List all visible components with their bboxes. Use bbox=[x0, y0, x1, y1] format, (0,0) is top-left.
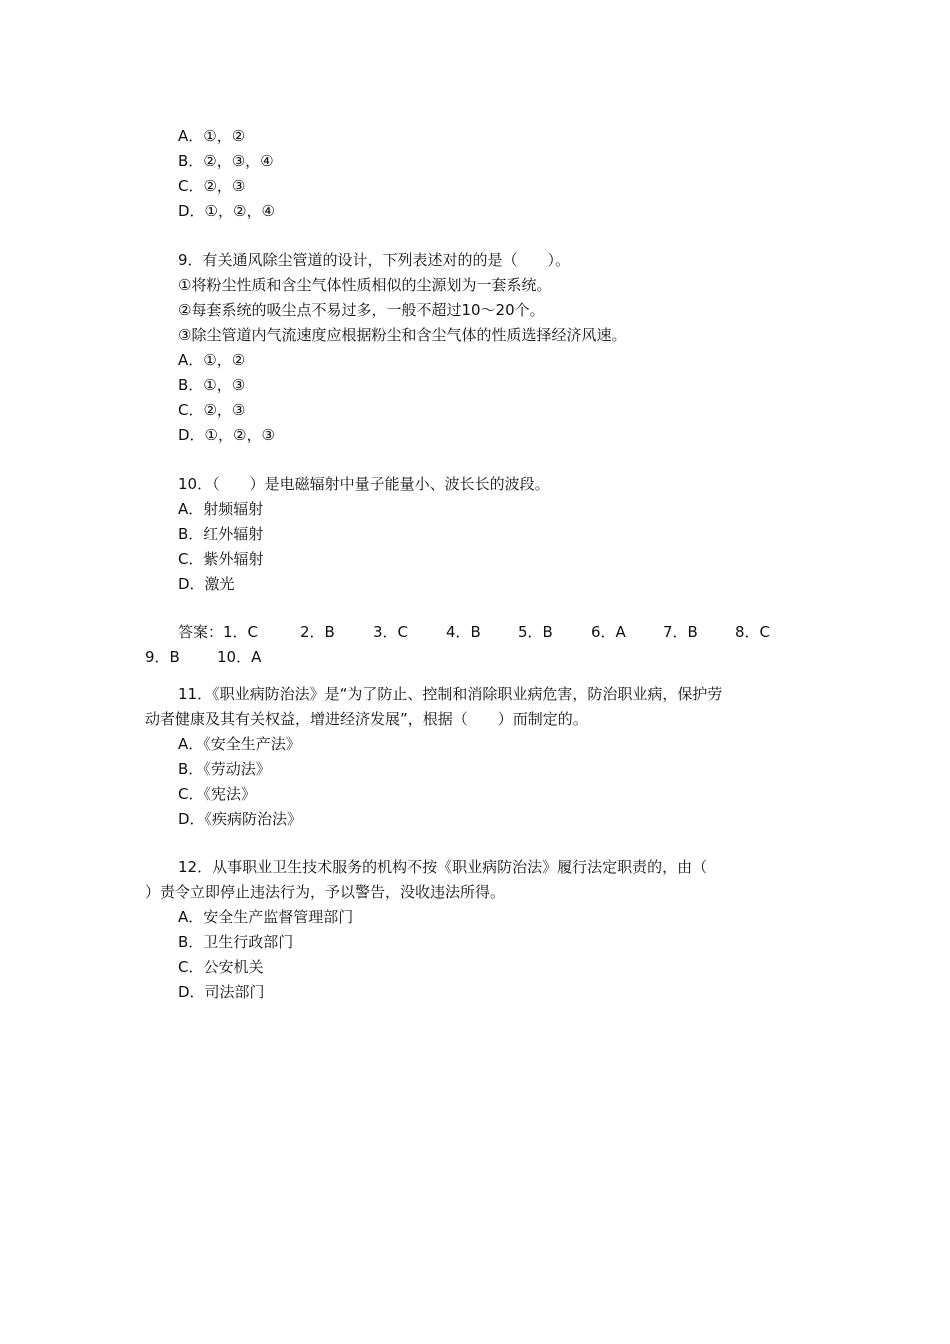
answer-item: 3．C bbox=[373, 623, 409, 641]
answer-item: 6．A bbox=[591, 623, 626, 641]
q8-option-d: D．①，②，④ bbox=[178, 202, 275, 220]
q9-statement-2: ②每套系统的吸尘点不易过多，一般不超过10～20个。 bbox=[178, 301, 545, 319]
q10-stem: 10．（ ）是电磁辐射中量子能量小、波长长的波段。 bbox=[178, 475, 550, 493]
q9-stem: 9．有关通风除尘管道的设计，下列表述对的的是（ ）。 bbox=[178, 251, 571, 269]
q9-statement-1: ①将粉尘性质和含尘气体性质相似的尘源划为一套系统。 bbox=[178, 276, 552, 294]
answer-item: 10．A bbox=[217, 648, 262, 666]
q11-option-d: D．《疾病防治法》 bbox=[178, 810, 303, 828]
q11-option-b: B．《劳动法》 bbox=[178, 760, 271, 778]
answer-item: 9．B bbox=[145, 648, 180, 666]
q8-option-b: B．②，③，④ bbox=[178, 152, 274, 170]
q9-statement-3: ③除尘管道内气流速度应根据粉尘和含尘气体的性质选择经济风速。 bbox=[178, 326, 627, 344]
q8-option-a: A．①，② bbox=[178, 127, 246, 145]
q12-stem-line-2: ）责令立即停止违法行为，予以警告，没收违法所得。 bbox=[145, 883, 506, 901]
q11-option-a: A．《安全生产法》 bbox=[178, 735, 301, 753]
q9-option-a: A．①，② bbox=[178, 351, 246, 369]
q12-option-b: B．卫生行政部门 bbox=[178, 933, 294, 951]
q12-option-a: A．安全生产监督管理部门 bbox=[178, 908, 354, 926]
answer-item: 7．B bbox=[663, 623, 698, 641]
answer-item: 4．B bbox=[446, 623, 481, 641]
q12-stem-line-1: 12．从事职业卫生技术服务的机构不按《职业病防治法》履行法定职责的，由（ bbox=[178, 858, 708, 876]
q10-option-b: B．红外辐射 bbox=[178, 525, 264, 543]
q11-stem-line-2: 动者健康及其有关权益，增进经济发展”，根据（ ）而制定的。 bbox=[145, 710, 588, 728]
q9-option-d: D．①，②，③ bbox=[178, 426, 275, 444]
answer-item: 2．B bbox=[300, 623, 335, 641]
q11-stem-line-1: 11．《职业病防治法》是“为了防止、控制和消除职业病危害，防治职业病，保护劳 bbox=[178, 685, 723, 703]
q12-option-d: D．司法部门 bbox=[178, 983, 265, 1001]
q10-option-c: C．紫外辐射 bbox=[178, 550, 264, 568]
q10-option-d: D．激光 bbox=[178, 575, 235, 593]
q9-option-b: B．①，③ bbox=[178, 376, 246, 394]
answer-item: 答案：1．C bbox=[178, 623, 259, 641]
q11-option-c: C．《宪法》 bbox=[178, 785, 256, 803]
q10-option-a: A．射频辐射 bbox=[178, 500, 264, 518]
answer-item: 8．C bbox=[735, 623, 771, 641]
answer-item: 5．B bbox=[518, 623, 553, 641]
q8-option-c: C．②，③ bbox=[178, 177, 246, 195]
q12-option-c: C．公安机关 bbox=[178, 958, 264, 976]
q9-option-c: C．②，③ bbox=[178, 401, 246, 419]
